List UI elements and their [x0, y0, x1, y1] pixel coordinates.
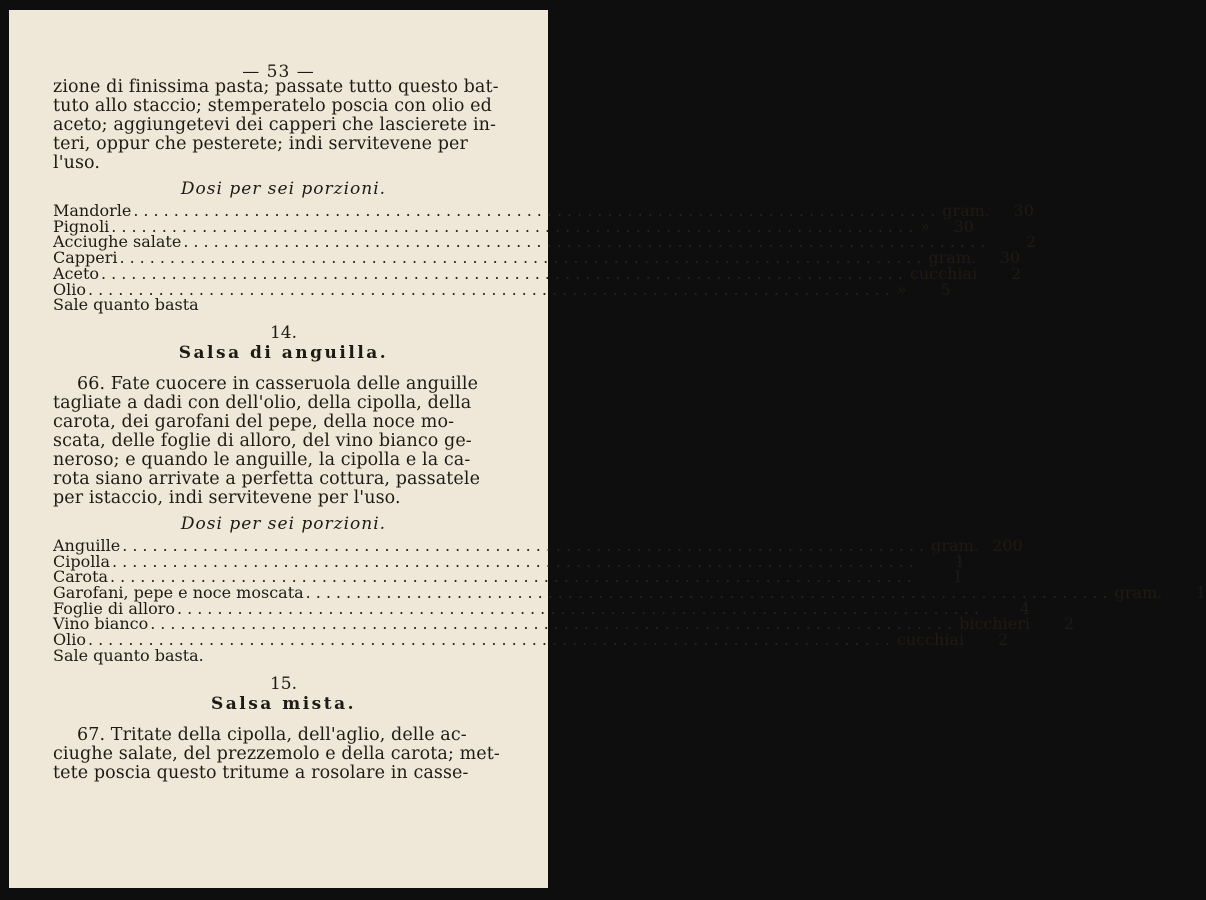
- paragraph-line: 66. Fate cuocere in casseruola delle anguille: [77, 373, 479, 394]
- paragraph-line: neroso; e quando le anguille, la cipolla e la ca-: [53, 449, 471, 470]
- ingredient-name: Olio: [53, 630, 86, 650]
- ingredient-quantity: 2: [1063, 614, 1075, 634]
- leader-dots: ................................................................................: [87, 279, 895, 299]
- ingredient-name: Olio: [53, 279, 86, 299]
- leader-dots: ................................................................................: [87, 630, 895, 650]
- ingredient-name: Acciughe salate: [53, 232, 182, 252]
- book-page: [9, 10, 1206, 888]
- ingredient-name: Pignoli: [53, 216, 110, 236]
- paragraph-line: teri, oppur che pesterete; indi servitevene per: [53, 134, 468, 154]
- ingredient-unit: gram.: [928, 248, 977, 268]
- ingredient-name: Mandorle: [53, 201, 132, 220]
- leader-dots: ................................................................................: [150, 614, 958, 634]
- paragraph-line: tagliate a dadi con dell'olio, della cipolla, della: [53, 392, 472, 413]
- ingredient-quantity: 5: [940, 279, 951, 299]
- section-number: 15.: [269, 673, 298, 694]
- paragraph-line: carota, dei garofani del pepe, della noce mo-: [53, 411, 455, 432]
- paragraph-line: 67. Tritate della cipolla, dell'aglio, delle ac-: [77, 724, 467, 745]
- paragraph-line: tete poscia questo tritume a rosolare in casse-: [53, 762, 469, 783]
- ingredient-name: Sale quanto basta.: [53, 645, 204, 665]
- ingredient-quantity: 200: [992, 535, 1023, 555]
- paragraph-line: zione di finissima pasta; passate tutto questo bat-: [53, 77, 499, 97]
- section-title: Salsa mista.: [210, 693, 357, 714]
- ingredient-quantity: 4: [1019, 598, 1030, 618]
- paragraph-line: l'uso.: [53, 153, 101, 173]
- ingredient-unit: cucchiai: [896, 630, 965, 650]
- page-number: — 53 —: [242, 62, 315, 82]
- ingredient-row: [53, 645, 514, 665]
- ingredient-quantity: 30: [999, 248, 1021, 268]
- section-title: Salsa di anguilla.: [178, 342, 389, 363]
- ingredient-unit: gram.: [1114, 583, 1163, 603]
- leader-dots: ................................................................................: [133, 201, 941, 220]
- ingredient-name: Foglie di alloro: [53, 598, 176, 618]
- ingredient-quantity: 30: [953, 216, 974, 236]
- ingredient-name: Sale quanto basta: [53, 295, 199, 315]
- ingredient-quantity: 1: [954, 551, 965, 571]
- paragraph-line: scata, delle foglie di alloro, del vino bianco ge-: [53, 430, 472, 451]
- leader-dots: ................................................................................: [305, 583, 1113, 603]
- leader-dots: ................................................................................: [101, 263, 908, 283]
- paragraph-line: aceto; aggiungetevi dei capperi che lascierete in-: [53, 115, 497, 135]
- ingredient-name: Anguille: [53, 535, 121, 555]
- ingredient-name: Garofani, pepe e noce moscata: [53, 583, 304, 603]
- ingredient-quantity: 2: [997, 630, 1009, 650]
- paragraph-line: ciughe salate, del prezzemolo e della carota; met-: [53, 743, 500, 764]
- ingredient-unit: gram.: [931, 535, 979, 555]
- leader-dots: ................................................................................: [177, 598, 984, 618]
- ingredient-unit: gram.: [942, 201, 990, 220]
- leader-dots: ................................................................................: [111, 216, 919, 236]
- ingredient-name: Aceto: [53, 263, 100, 283]
- recipe-paragraph: [53, 375, 514, 508]
- dosi-heading: Dosi per sei porzioni.: [180, 179, 387, 199]
- leader-dots: ................................................................................: [110, 567, 917, 587]
- ingredient-quantity: 30: [1013, 201, 1034, 220]
- ingredient-name: Vino bianco: [53, 614, 149, 634]
- ingredient-quantity: 1: [952, 567, 963, 587]
- ingredient-unit: »: [896, 279, 907, 299]
- leader-dots: ................................................................................: [183, 232, 991, 252]
- dosi-heading: Dosi per sei porzioni.: [180, 513, 387, 534]
- ingredient-name: Cipolla: [53, 551, 111, 571]
- leader-dots: ................................................................................: [119, 248, 927, 268]
- ingredient-unit: bicchieri: [959, 614, 1031, 634]
- ingredient-name: Capperi: [53, 248, 118, 268]
- paragraph-line: per istaccio, indi servitevene per l'uso.: [53, 487, 401, 508]
- ingredient-unit: »: [920, 216, 930, 236]
- ingredient-name: Carota: [53, 567, 109, 587]
- ingredients-table-1: [53, 201, 1037, 315]
- ingredient-quantity: 2: [1026, 232, 1037, 252]
- ingredient-row: [53, 297, 514, 313]
- ingredient-quantity: 1: [1196, 583, 1206, 603]
- section-number: 14.: [269, 322, 298, 343]
- leader-dots: ................................................................................: [112, 551, 919, 571]
- leader-dots: ................................................................................: [122, 535, 930, 555]
- intro-paragraph: [53, 78, 514, 173]
- paragraph-line: rota siano arrivate a perfetta cottura, passatele: [53, 468, 481, 489]
- ingredients-table-2: [53, 535, 1206, 665]
- ingredient-unit: cucchiai: [909, 263, 978, 283]
- ingredient-quantity: 2: [1011, 263, 1022, 283]
- paragraph-line: tuto allo staccio; stemperatelo poscia con olio ed: [53, 96, 492, 116]
- recipe-paragraph: [53, 726, 514, 783]
